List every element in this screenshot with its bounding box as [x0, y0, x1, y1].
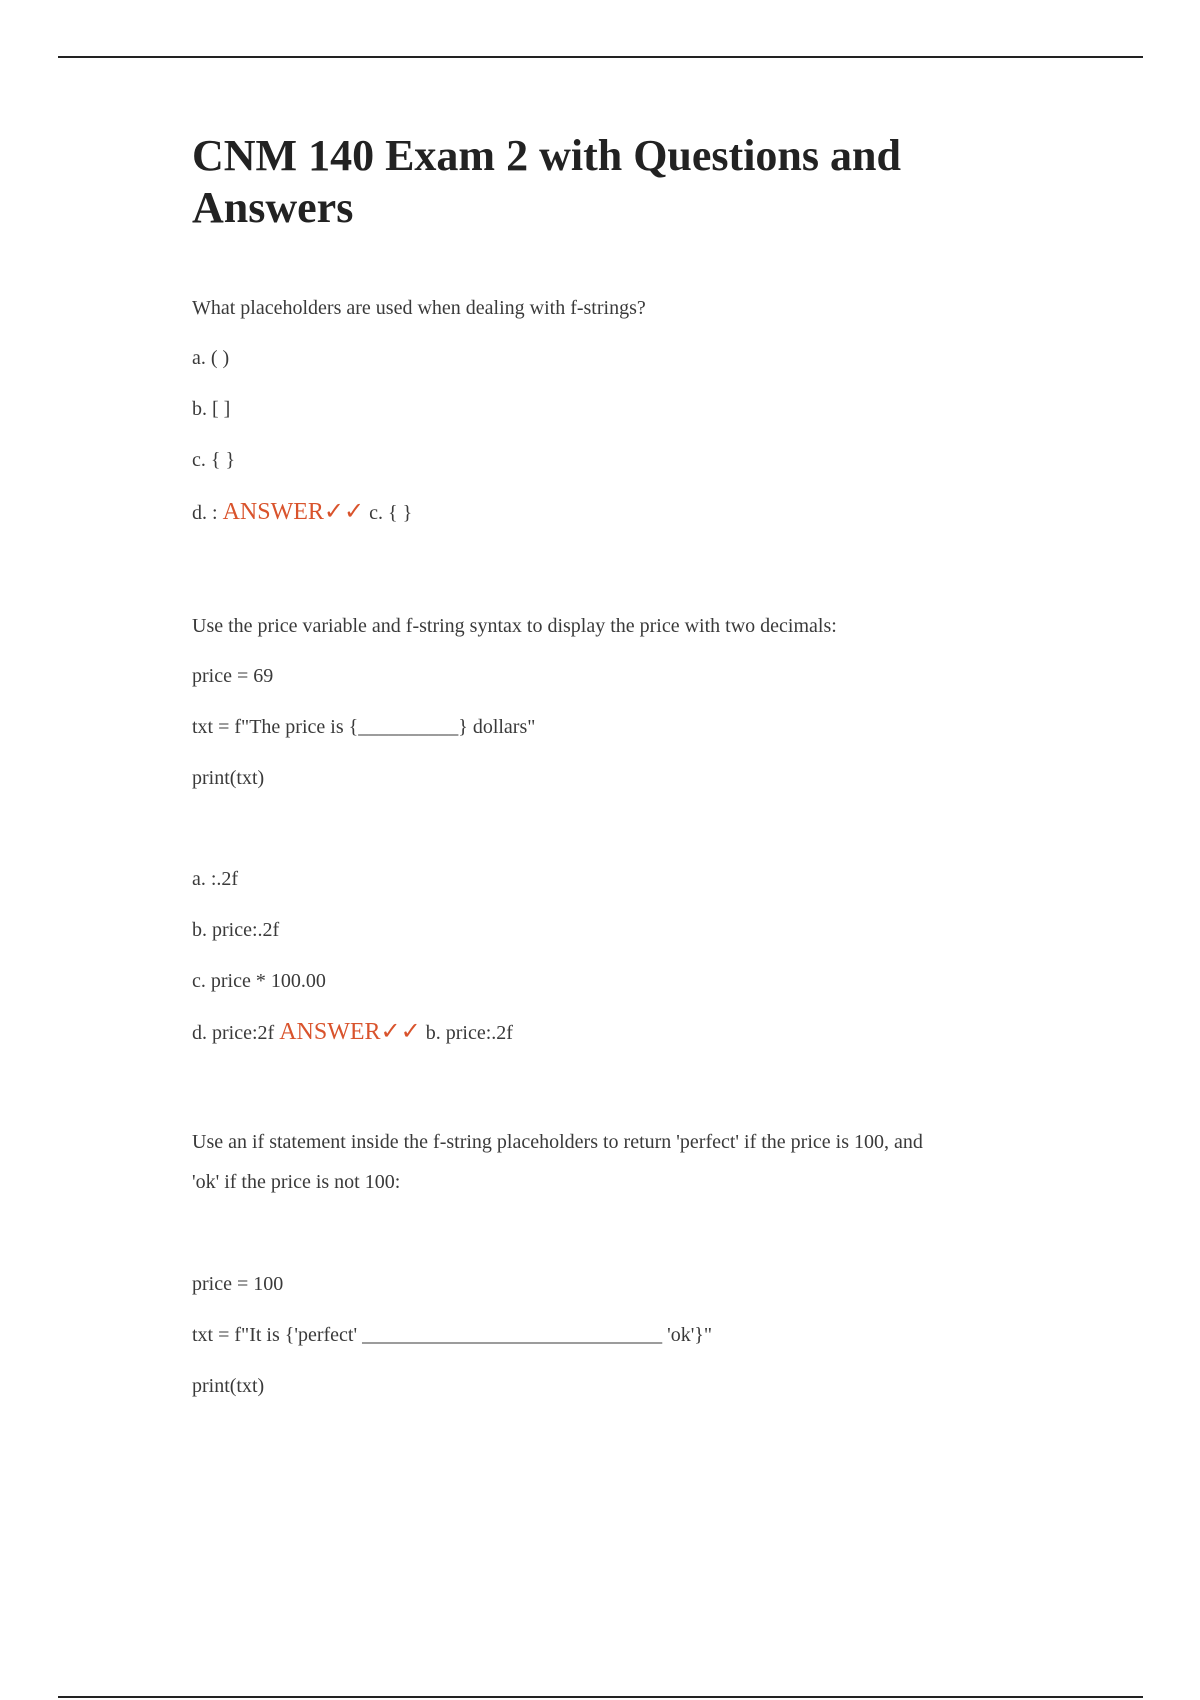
question-2-answer-value: b. price:.2f: [425, 1022, 513, 1044]
question-2-option-d: d. price:2f: [192, 1022, 275, 1044]
question-1-answer-value: c. { }: [369, 502, 413, 524]
question-3-code-line-3: print(txt): [192, 1375, 265, 1397]
question-1-option-b: b. [ ]: [192, 398, 231, 420]
document-header: [192, 130, 1072, 234]
header-rule: [58, 56, 1143, 58]
document-title: [192, 130, 1072, 234]
question-2-prompt: Use the price variable and f-string syntax to display the price with two decimals:: [192, 615, 837, 637]
question-1-prompt: What placeholders are used when dealing with f-strings?: [192, 297, 646, 319]
document-title-line2: Answers: [192, 183, 354, 232]
question-1-option-c: c. { }: [192, 449, 236, 471]
answer-tag: ANSWER✓✓: [222, 499, 365, 525]
question-2-option-a: a. :.2f: [192, 868, 239, 890]
question-3-code-line-2: txt = f"It is {'perfect' ______________________________ 'ok'}": [192, 1324, 713, 1346]
question-1-option-d: d. :: [192, 502, 218, 524]
question-2-code-line-3: print(txt): [192, 767, 265, 789]
question-3-code-line-1: price = 100: [192, 1273, 284, 1295]
question-1-option-a: a. ( ): [192, 347, 230, 369]
question-2-option-d-answer-row: [192, 1020, 513, 1045]
question-2-option-b: b. price:.2f: [192, 919, 280, 941]
document-title-line1: CNM 140 Exam 2 with Questions and: [192, 131, 901, 180]
question-1-option-d-answer-row: [192, 500, 412, 525]
question-3-prompt-line-2: 'ok' if the price is not 100:: [192, 1171, 401, 1193]
footer-rule: [58, 1696, 1143, 1698]
question-2-code-line-2: txt = f"The price is {__________} dollars": [192, 716, 536, 738]
question-2-option-c: c. price * 100.00: [192, 970, 326, 992]
question-3-prompt-line-1: Use an if statement inside the f-string placeholders to return 'perfect' if the price is 100, and: [192, 1131, 923, 1153]
answer-tag: ANSWER✓✓: [279, 1019, 421, 1045]
question-2-code-line-1: price = 69: [192, 665, 274, 687]
